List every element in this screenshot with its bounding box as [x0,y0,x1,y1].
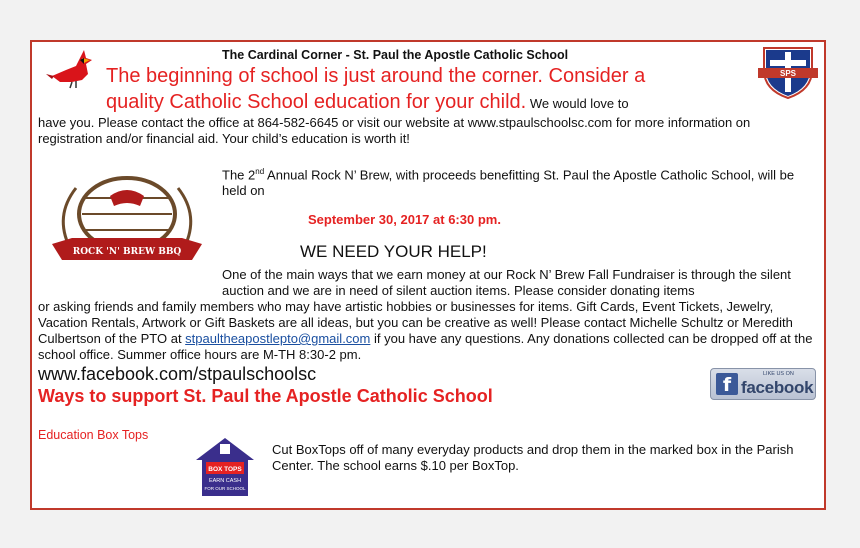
headline-line-2 [106,90,629,116]
intro-paragraph: have you. Please contact the office at 864-582-6645 or visit our website at www.stpaulschoolsc.com for more information on registration and/or financial aid. Your child’s education is worth it! [38,115,751,146]
facebook-icon: f [716,373,738,395]
bbq-banner-text: ROCK 'N' BREW BBQ [72,247,182,257]
headline-line-1: The beginning of school is just around the corner. Consider a [106,65,646,87]
facebook-url: www.facebook.com/stpaulschoolsc [38,364,317,384]
boxtop-logo-line3: FOR OUR SCHOOL [204,486,246,491]
event-paragraph [222,164,812,199]
headline-tail: We would love to [526,96,629,111]
newsletter-page [30,40,826,510]
headline-line-2-text: quality Catholic School education for your child. [106,91,527,113]
shield-text: SPS [779,69,797,78]
fundraiser-paragraph-top: One of the main ways that we earn money at our Rock N’ Brew Fall Fundraiser is through the silent auction and we are in need of silent auction items. Please consider donating items [222,267,791,298]
event-text-sup: nd [255,167,265,176]
newsletter-title: The Cardinal Corner - St. Paul the Apostle Catholic School [222,48,569,62]
fundraiser-text-b: if you have any questions. Any donations collected can be dropped off at the school office. Summer office hours are M-TH 8:30-2 pm. [38,331,813,362]
boxtop-logo-line2: EARN CASH [208,478,242,484]
support-item-title: Education Box Tops [38,428,149,442]
support-item-text: Cut BoxTops off of many everyday products and drop them in the marked box in the Parish Center. The school earns $.10 per BoxTop. [272,442,794,473]
cardinal-icon [46,46,100,90]
school-shield-icon [758,44,818,100]
event-text-a: The 2 [222,167,256,183]
event-date: September 30, 2017 at 6:30 pm. [308,212,501,227]
help-heading: WE NEED YOUR HELP! [300,242,487,261]
fundraiser-text-a: or asking friends and family members who may have artistic hobbies or businesses for items. Gift Cards, Event Tickets, Jewelry, Vacation Rentals, Artwork or Gift Baskets are all ideas, but you can be creative as well! Please contact Michelle Schultz or Meredith Culbertson of the PTO at [38,299,793,346]
facebook-badge-word: facebook [741,378,814,397]
event-text-b: Annual Rock N’ Brew, with proceeds benefitting St. Paul the Apostle Catholic School, will be held on [222,167,795,199]
box-tops-logo-icon [192,436,258,498]
pto-email-link[interactable]: stpaultheapostlepto@gmail.com [185,331,371,346]
facebook-badge[interactable] [710,368,816,400]
fundraiser-paragraph-bottom [38,299,822,363]
facebook-badge-like: LIKE US ON [763,371,794,377]
support-heading: Ways to support St. Paul the Apostle Catholic School [38,386,493,406]
boxtop-logo-line1: BOX TOPS [208,466,242,473]
rock-n-brew-logo-icon [42,166,212,276]
